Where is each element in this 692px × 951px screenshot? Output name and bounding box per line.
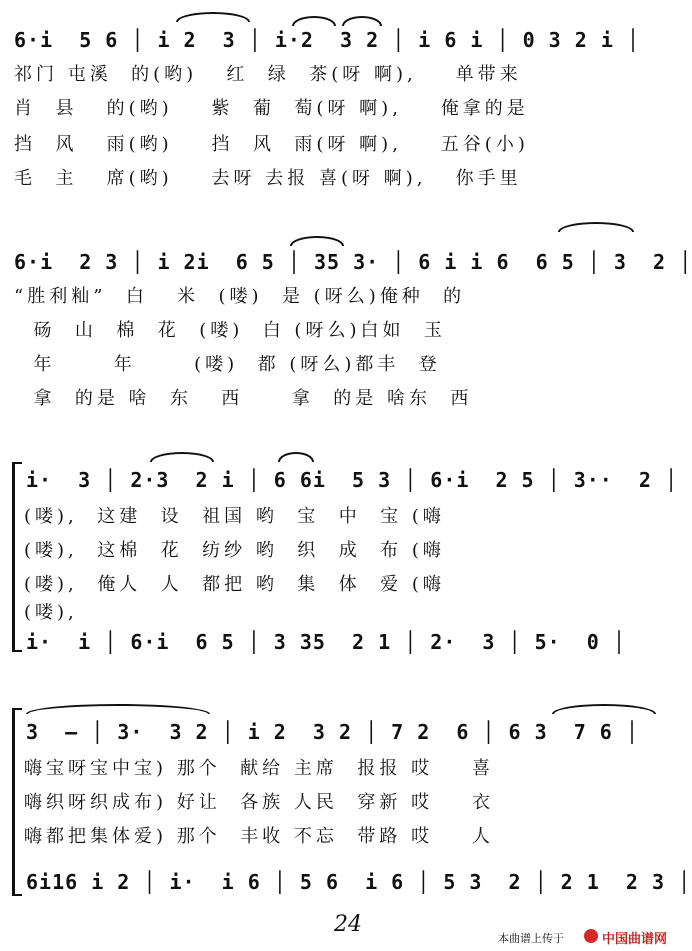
system-brace-top: [12, 462, 22, 464]
system-brace-bottom: [12, 894, 22, 896]
lyric-row-3-verse-2: (喽), 这棉 花 纺纱 哟 织 成 布 (嗨: [24, 540, 445, 561]
lyric-row-1-verse-2: 肖 县 的(哟) 紫 葡 萄(呀 啊), 俺拿的是: [14, 98, 529, 119]
page-number: 24: [334, 912, 362, 937]
lyric-row-1-verse-4: 毛 主 席(哟) 去呀 去报 喜(呀 啊), 你手里: [14, 168, 522, 189]
notation-row-1: 6·i 5 6 │ i 2 3 │ i·2 3 2 │ i 6 i │ 0 3 2 i │: [14, 28, 640, 52]
lyric-row-3-verse-1: (喽), 这建 设 祖国 哟 宝 中 宝 (嗨: [24, 506, 445, 527]
slur: [278, 452, 314, 462]
site-logo-icon: [584, 929, 598, 943]
upload-credit: 本曲谱上传于: [498, 932, 564, 945]
notation-row-4: 3 — │ 3· 3 2 │ i 2 3 2 │ 7 2 6 │ 6 3 7 6 │: [26, 720, 639, 744]
lyric-row-4-verse-2: 嗨织呀织成布) 好让 各族 人民 穿新 哎 衣: [24, 792, 494, 813]
lyric-row-4-verse-3: 嗨都把集体爱) 那个 丰收 不忘 带路 哎 人: [24, 826, 494, 847]
notation-row-3: i· 3 │ 2·3 2 i │ 6 6i 5 3 │ 6·i 2 5 │ 3·· 2 │: [26, 468, 679, 492]
notation-row-2: 6·i 2 3 │ i 2i 6 5 │ 35 3· │ 6 i i 6 6 5 │ 3 2 │: [14, 250, 692, 274]
accompaniment-row-4: 6i16 i 2 │ i· i 6 │ 5 6 i 6 │ 5 3 2 │ 2 1 2 3 │: [26, 870, 692, 894]
lyric-row-2-verse-4: 拿 的是 啥 东 西 拿 的是 啥东 西: [14, 388, 473, 409]
accompaniment-row-3: i· i │ 6·i 6 5 │ 3 35 2 1 │ 2· 3 │ 5· 0 │: [26, 630, 626, 654]
system-brace: [12, 462, 15, 652]
lyric-row-3-verse-3: (喽), 俺人 人 都把 哟 集 体 爱 (嗨: [24, 574, 445, 595]
slur: [552, 704, 656, 714]
slur: [342, 16, 382, 26]
slur: [150, 452, 214, 462]
lyric-row-2-verse-1: “胜利籼” 白 米 (喽) 是 (呀么)俺种 的: [14, 286, 466, 307]
slur: [176, 12, 250, 22]
lyric-row-1-verse-3: 挡 风 雨(哟) 挡 风 雨(呀 啊), 五谷(小): [14, 134, 529, 155]
lyric-row-1-verse-1: 祁门 屯溪 的(哟) 红 绿 茶(呀 啊), 单带来: [14, 64, 522, 85]
slur: [26, 704, 210, 714]
lyric-row-4-verse-1: 嗨宝呀宝中宝) 那个 献给 主席 报报 哎 喜: [24, 758, 494, 779]
slur: [558, 222, 634, 232]
lyric-row-2-verse-2: 砀 山 棉 花 (喽) 白 (呀么)白如 玉: [14, 320, 446, 341]
slur: [292, 16, 336, 26]
system-brace-top: [12, 708, 22, 710]
system-brace-bottom: [12, 650, 22, 652]
lyric-row-2-verse-3: 年 年 (喽) 都 (呀么)都丰 登: [14, 354, 441, 375]
slur: [290, 236, 344, 246]
site-logo-text: 中国曲谱网: [602, 932, 668, 947]
system-brace: [12, 708, 15, 896]
lyric-row-3-verse-4: (喽),: [24, 602, 78, 623]
